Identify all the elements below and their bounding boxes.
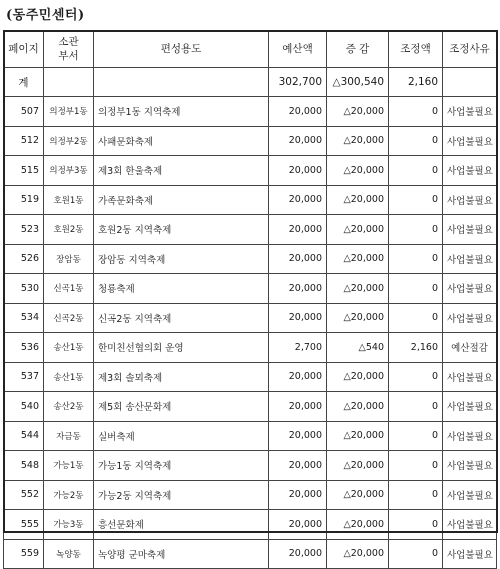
cell-reason: 사업불필요 [443,421,497,451]
budget-adjustment-table [3,30,497,569]
cell-dept: 의정부3동 [44,156,94,186]
cell-purpose: 녹양평 군마축제 [94,539,269,569]
cell-budget: 20,000 [269,274,327,304]
cell-dept: 녹양동 [44,539,94,569]
cell-page: 534 [4,303,44,333]
cell-budget: 20,000 [269,421,327,451]
cell-reason: 사업불필요 [443,451,497,481]
cell-purpose: 제5회 송산문화제 [94,392,269,422]
cell-dept: 신곡2동 [44,303,94,333]
table-row [4,244,497,274]
cell-change: △20,000 [327,244,389,274]
table-row [4,303,497,333]
table-row [4,451,497,481]
cell-change: △20,000 [327,97,389,127]
cell-page: 507 [4,97,44,127]
cell-purpose: 한미친선협의회 운영 [94,333,269,363]
cell-adjusted: 0 [389,510,443,540]
cell-page: 537 [4,362,44,392]
cell-dept: 호원2동 [44,215,94,245]
cell-budget: 20,000 [269,303,327,333]
cell-purpose: 실버축제 [94,421,269,451]
cell-budget: 20,000 [269,362,327,392]
cell-change: △20,000 [327,126,389,156]
cell-dept: 장암동 [44,244,94,274]
table-row [4,274,497,304]
cell-adjusted: 0 [389,156,443,186]
cell-page: 540 [4,392,44,422]
col-header-adjusted: 조정액 [389,31,443,68]
cell-reason: 사업불필요 [443,97,497,127]
cell-purpose: 청룡축제 [94,274,269,304]
total-dept-empty [44,68,94,97]
col-header-change: 증 감 [327,31,389,68]
cell-change: △20,000 [327,421,389,451]
cell-adjusted: 2,160 [389,333,443,363]
table-row [4,333,497,363]
cell-adjusted: 0 [389,303,443,333]
cell-page: 559 [4,539,44,569]
cell-adjusted: 0 [389,480,443,510]
cell-change: △20,000 [327,480,389,510]
cell-dept: 가능2동 [44,480,94,510]
cell-purpose: 흥선문화제 [94,510,269,540]
table-row [4,392,497,422]
cell-budget: 20,000 [269,539,327,569]
cell-change: △20,000 [327,539,389,569]
cell-page: 552 [4,480,44,510]
cell-adjusted: 0 [389,126,443,156]
cell-dept: 송산1동 [44,362,94,392]
cell-adjusted: 0 [389,362,443,392]
total-budget: 302,700 [269,68,327,97]
cell-dept: 가능3동 [44,510,94,540]
cell-budget: 20,000 [269,510,327,540]
cell-purpose: 제3회 한울축제 [94,156,269,186]
cell-adjusted: 0 [389,97,443,127]
cell-purpose: 가능1동 지역축제 [94,451,269,481]
cell-change: △20,000 [327,156,389,186]
cell-page: 536 [4,333,44,363]
table-row [4,539,497,569]
cell-change: △20,000 [327,392,389,422]
col-header-reason: 조정사유 [443,31,497,68]
cell-reason: 사업불필요 [443,185,497,215]
total-adjusted: 2,160 [389,68,443,97]
cell-budget: 20,000 [269,480,327,510]
table-row [4,215,497,245]
total-label: 계 [4,68,44,97]
cell-budget: 20,000 [269,156,327,186]
cell-reason: 사업불필요 [443,510,497,540]
col-header-page: 페이지 [4,31,44,68]
cell-dept: 신곡1동 [44,274,94,304]
cell-dept: 송산1동 [44,333,94,363]
total-reason [443,68,497,97]
cell-adjusted: 0 [389,215,443,245]
cell-adjusted: 0 [389,392,443,422]
cell-reason: 사업불필요 [443,126,497,156]
cell-reason: 예산절감 [443,333,497,363]
cell-purpose: 호원2동 지역축제 [94,215,269,245]
cell-page: 526 [4,244,44,274]
cell-change: △20,000 [327,215,389,245]
cell-reason: 사업불필요 [443,303,497,333]
cell-adjusted: 0 [389,539,443,569]
cell-change: △20,000 [327,510,389,540]
cell-page: 530 [4,274,44,304]
cell-dept: 의정부2동 [44,126,94,156]
cell-budget: 20,000 [269,126,327,156]
cell-change: △20,000 [327,362,389,392]
cell-change: △20,000 [327,303,389,333]
table-row [4,126,497,156]
cell-budget: 20,000 [269,215,327,245]
table-row [4,362,497,392]
cell-change: △20,000 [327,185,389,215]
cell-budget: 2,700 [269,333,327,363]
cell-adjusted: 0 [389,274,443,304]
table-row [4,156,497,186]
section-heading: (동주민센터) [6,8,85,23]
cell-page: 515 [4,156,44,186]
total-change: △300,540 [327,68,389,97]
cell-dept: 가능1동 [44,451,94,481]
cell-budget: 20,000 [269,97,327,127]
cell-reason: 사업불필요 [443,156,497,186]
total-row [4,68,497,97]
table-row [4,480,497,510]
cell-adjusted: 0 [389,421,443,451]
cell-reason: 사업불필요 [443,362,497,392]
cell-page: 544 [4,421,44,451]
cell-page: 523 [4,215,44,245]
cell-page: 519 [4,185,44,215]
cell-purpose: 가능2동 지역축제 [94,480,269,510]
cell-reason: 사업불필요 [443,215,497,245]
total-purpose-empty [94,68,269,97]
cell-purpose: 사패문화축제 [94,126,269,156]
cell-purpose: 의정부1동 지역축제 [94,97,269,127]
cell-change: △540 [327,333,389,363]
cell-reason: 사업불필요 [443,539,497,569]
table-row [4,97,497,127]
cell-adjusted: 0 [389,451,443,481]
cell-purpose: 가족문화축제 [94,185,269,215]
cell-adjusted: 0 [389,185,443,215]
cell-page: 512 [4,126,44,156]
cell-budget: 20,000 [269,244,327,274]
cell-change: △20,000 [327,451,389,481]
cell-purpose: 신곡2동 지역축제 [94,303,269,333]
cell-reason: 사업불필요 [443,244,497,274]
cell-reason: 사업불필요 [443,392,497,422]
cell-budget: 20,000 [269,451,327,481]
cell-purpose: 제3회 솔뫼축제 [94,362,269,392]
table-row [4,421,497,451]
cell-reason: 사업불필요 [443,274,497,304]
cell-change: △20,000 [327,274,389,304]
col-header-purpose: 편성용도 [94,31,269,68]
cell-adjusted: 0 [389,244,443,274]
table-row [4,185,497,215]
header-row [4,31,497,68]
cell-dept: 송산2동 [44,392,94,422]
cell-reason: 사업불필요 [443,480,497,510]
cell-budget: 20,000 [269,185,327,215]
cell-dept: 호원1동 [44,185,94,215]
cell-budget: 20,000 [269,392,327,422]
col-header-budget: 예산액 [269,31,327,68]
cell-page: 555 [4,510,44,540]
cell-purpose: 장암동 지역축제 [94,244,269,274]
col-header-dept: 소관 부서 [44,31,94,68]
cell-page: 548 [4,451,44,481]
cell-dept: 자금동 [44,421,94,451]
cell-dept: 의정부1동 [44,97,94,127]
